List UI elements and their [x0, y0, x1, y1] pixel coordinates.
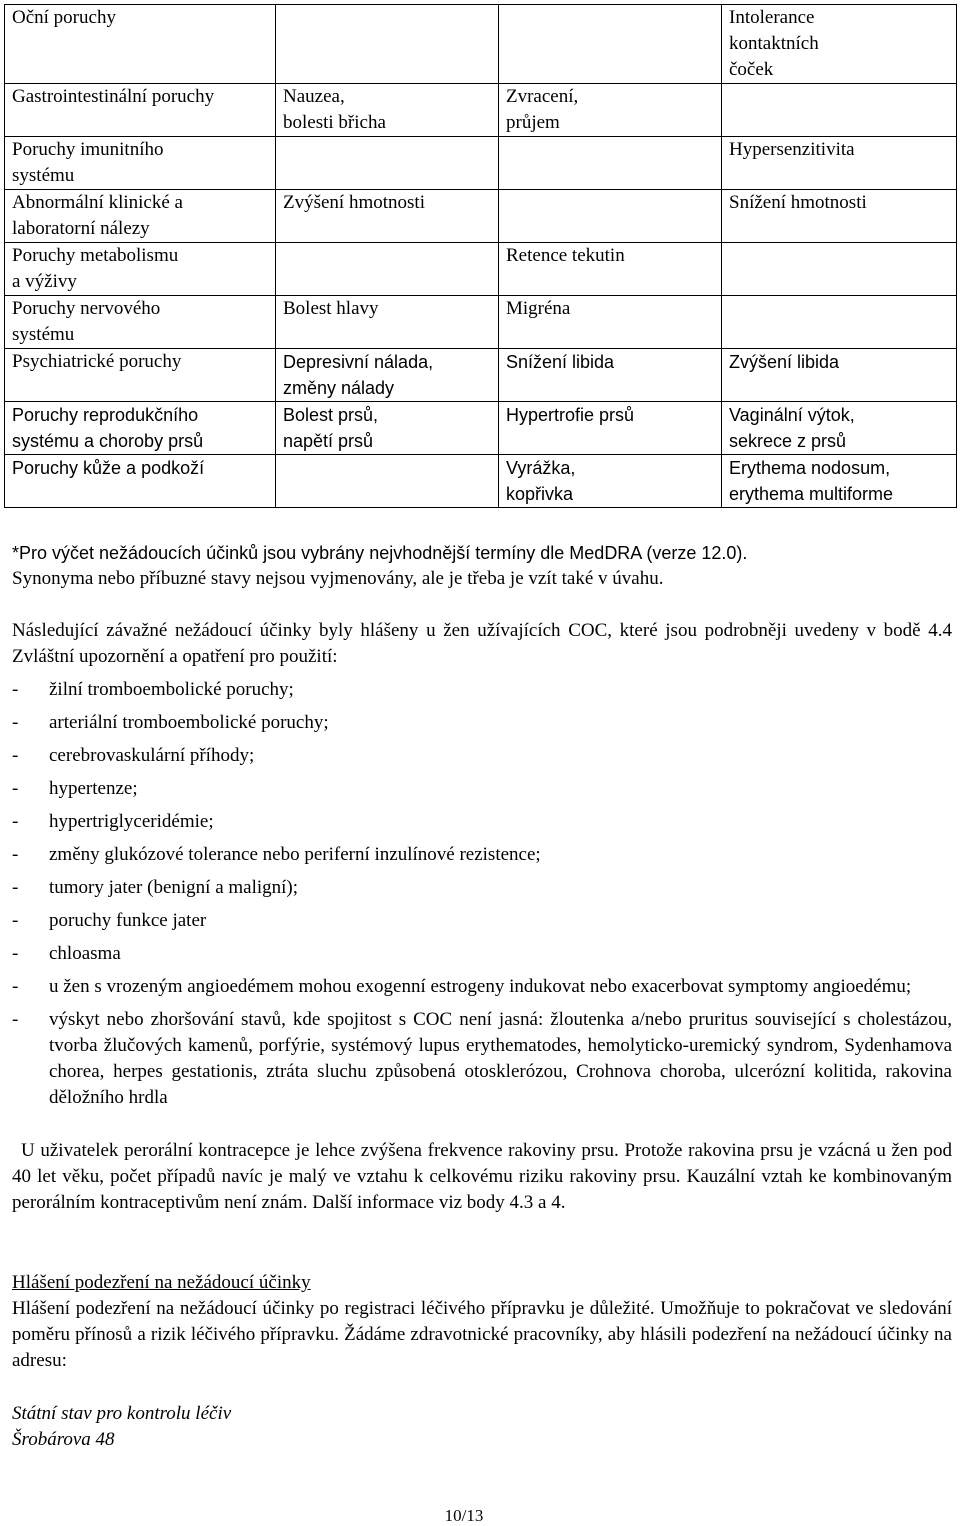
- page-number: 10/13: [444, 1506, 484, 1525]
- list-item-text: hypertriglyceridémie;: [49, 811, 214, 832]
- reporting-address: [12, 1401, 952, 1453]
- organ-class-cell: Abnormální klinické a laboratorní nálezy: [5, 190, 276, 243]
- list-dash: -: [12, 844, 19, 865]
- list-item-text: žilní tromboembolické poruchy;: [49, 679, 294, 700]
- reporting-paragraph: Hlášení podezření na nežádoucí účinky po registraci léčivého přípravku je důležité. Umožňuje to pokračovat ve sledování poměru přínosů a rizik léčivého přípravku. Žádáme zdravotnické pracovníky, aby hlásili podezření na nežádoucí účinky na adresu:: [12, 1298, 952, 1371]
- list-dash: -: [12, 811, 19, 832]
- list-item-text: arteriální tromboembolické poruchy;: [49, 712, 329, 733]
- address-line-2: Šrobárova 48: [12, 1429, 115, 1450]
- list-item-text: tumory jater (benigní a maligní);: [49, 877, 299, 898]
- list-item-text: změny glukózové tolerance nebo periferní inzulínové rezistence;: [49, 844, 541, 865]
- organ-class-cell: Poruchy nervového systému: [5, 296, 276, 349]
- list-dash: -: [12, 712, 19, 733]
- serious-effects-list: [12, 677, 952, 1118]
- effect-cell: [722, 296, 957, 349]
- table-row: [5, 190, 957, 243]
- list-item-text: chloasma: [49, 943, 121, 964]
- effect-cell: Hypertrofie prsů: [499, 402, 722, 455]
- list-item: [12, 743, 952, 769]
- list-item-text: cerebrovaskulární příhody;: [49, 745, 255, 766]
- effect-cell: Vyrážka, kopřivka: [499, 455, 722, 508]
- footnote-line-2: Synonyma nebo příbuzné stavy nejsou vyjmenovány, ale je třeba je vzít také v úvahu.: [12, 568, 664, 589]
- effect-cell: Erythema nodosum, erythema multiforme: [722, 455, 957, 508]
- effect-cell: Zvracení, průjem: [499, 84, 722, 137]
- organ-class-cell: Psychiatrické poruchy: [5, 349, 276, 402]
- effect-cell: Snížení hmotnosti: [722, 190, 957, 243]
- list-item: [12, 842, 952, 868]
- effect-cell: Bolest hlavy: [276, 296, 499, 349]
- organ-class-cell: Oční poruchy: [5, 5, 276, 84]
- effect-cell: [276, 455, 499, 508]
- effect-cell: Retence tekutin: [499, 243, 722, 296]
- list-dash: -: [12, 910, 19, 931]
- table-row: [5, 5, 957, 84]
- list-item-text: poruchy funkce jater: [49, 910, 207, 931]
- effect-cell: [276, 5, 499, 84]
- table-row: [5, 349, 957, 402]
- breast-cancer-section: [12, 1138, 952, 1216]
- list-dash: -: [12, 778, 19, 799]
- effect-cell: Migréna: [499, 296, 722, 349]
- table-row: [5, 455, 957, 508]
- table-row: [5, 243, 957, 296]
- list-dash: -: [12, 1009, 19, 1030]
- effect-cell: [499, 5, 722, 84]
- list-item: [12, 677, 952, 703]
- table-row: [5, 84, 957, 137]
- list-item: [12, 776, 952, 802]
- list-item: [12, 941, 952, 967]
- list-dash: -: [12, 976, 19, 997]
- list-item: [12, 974, 952, 1000]
- list-item: [12, 875, 952, 901]
- list-item: [12, 710, 952, 736]
- list-item-text: hypertenze;: [49, 778, 138, 799]
- effect-cell: Bolest prsů, napětí prsů: [276, 402, 499, 455]
- intro-paragraph: Následující závažné nežádoucí účinky byly hlášeny u žen užívajících COC, které jsou podrobněji uvedeny v bodě 4.4 Zvláštní upozornění a opatření pro použití:: [12, 620, 952, 667]
- effect-cell: Zvýšení hmotnosti: [276, 190, 499, 243]
- list-item: [12, 809, 952, 835]
- organ-class-cell: Poruchy reprodukčního systému a choroby prsů: [5, 402, 276, 455]
- effect-cell: [276, 243, 499, 296]
- reporting-section: [12, 1270, 952, 1374]
- organ-class-cell: Gastrointestinální poruchy: [5, 84, 276, 137]
- adverse-effects-table-body: [5, 5, 957, 508]
- reporting-heading: Hlášení podezření na nežádoucí účinky: [12, 1272, 311, 1293]
- effect-cell: [722, 84, 957, 137]
- footnote-line-1: *Pro výčet nežádoucích účinků jsou vybrány nejvhodnější termíny dle MedDRA (verze 12.0).: [12, 543, 748, 563]
- effect-cell: [276, 137, 499, 190]
- list-item-text: výskyt nebo zhoršování stavů, kde spojitost s COC není jasná: žloutenka a/nebo pruritus související s cholestázou, tvorba žlučových kamenů, porfýrie, systémový lupus erythematodes, hemolyticko-uremický syndrom, Sydenhamova chorea, herpes gestationis, ztráta sluchu způsobená otosklerózou, Crohnova choroba, ulcerózní kolitida, rakovina děložního hrdla: [49, 1009, 952, 1108]
- effect-cell: [499, 137, 722, 190]
- table-row: [5, 137, 957, 190]
- list-dash: -: [12, 745, 19, 766]
- list-item-text: u žen s vrozeným angioedémem mohou exogenní estrogeny indukovat nebo exacerbovat symptomy angioedému;: [49, 976, 912, 997]
- address-line-1: Státní stav pro kontrolu léčiv: [12, 1403, 232, 1424]
- effect-cell: Snížení libida: [499, 349, 722, 402]
- adverse-effects-table: [4, 4, 957, 508]
- organ-class-cell: Poruchy metabolismu a výživy: [5, 243, 276, 296]
- table-row: [5, 296, 957, 349]
- list-dash: -: [12, 877, 19, 898]
- list-dash: -: [12, 679, 19, 700]
- effect-cell: Zvýšení libida: [722, 349, 957, 402]
- organ-class-cell: Poruchy kůže a podkoží: [5, 455, 276, 508]
- effect-cell: Hypersenzitivita: [722, 137, 957, 190]
- effect-cell: [499, 190, 722, 243]
- effect-cell: [722, 243, 957, 296]
- list-item: [12, 908, 952, 934]
- organ-class-cell: Poruchy imunitního systému: [5, 137, 276, 190]
- effect-cell: Depresivní nálada, změny nálady: [276, 349, 499, 402]
- meddra-footnote: [12, 540, 952, 592]
- list-dash: -: [12, 943, 19, 964]
- effect-cell: Vaginální výtok, sekrece z prsů: [722, 402, 957, 455]
- serious-effects-intro: [12, 618, 952, 670]
- effect-cell: Intolerance kontaktních čoček: [722, 5, 957, 84]
- table-row: [5, 402, 957, 455]
- list-item: [12, 1007, 952, 1111]
- effect-cell: Nauzea, bolesti břicha: [276, 84, 499, 137]
- breast-cancer-paragraph: U uživatelek perorální kontracepce je lehce zvýšena frekvence rakoviny prsu. Protože rakovina prsu je vzácná u žen pod 40 let věku, počet případů navíc je malý ve vztahu k celkovému riziku rakoviny prsu. Kauzální vztah ke kombinovaným perorálním kontraceptivům není znám. Další informace viz body 4.3 a 4.: [12, 1140, 952, 1213]
